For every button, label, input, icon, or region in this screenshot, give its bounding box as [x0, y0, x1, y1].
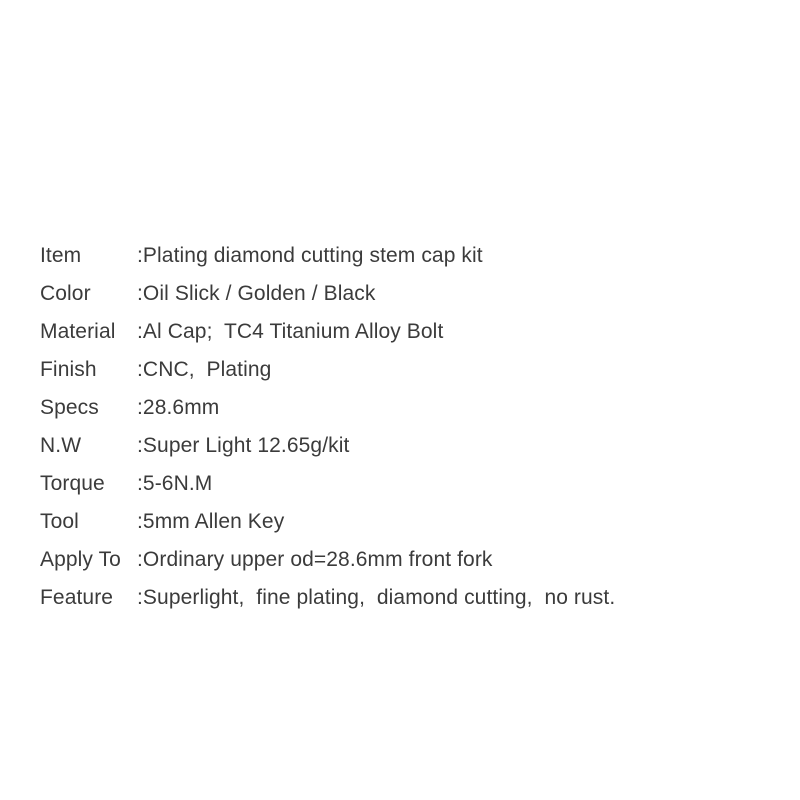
spec-row	[40, 465, 760, 503]
spec-value: :Super Light 12.65g/kit	[137, 434, 350, 457]
spec-label: Feature	[40, 586, 114, 609]
spec-label: Apply To	[40, 548, 121, 571]
spec-row	[40, 541, 760, 579]
spec-label: N.W	[40, 434, 82, 457]
spec-label: Torque	[40, 472, 105, 495]
spec-row	[40, 351, 760, 389]
spec-row	[40, 427, 760, 465]
spec-value: :CNC, Plating	[137, 358, 272, 381]
spec-row	[40, 313, 760, 351]
product-spec-list	[40, 237, 760, 617]
spec-row	[40, 275, 760, 313]
spec-value: :5-6N.M	[137, 472, 213, 495]
spec-label: Tool	[40, 510, 79, 533]
spec-label: Item	[40, 244, 82, 267]
spec-row	[40, 237, 760, 275]
spec-value: :Oil Slick / Golden / Black	[137, 282, 376, 305]
spec-value: :Plating diamond cutting stem cap kit	[137, 244, 483, 267]
spec-label: Finish	[40, 358, 97, 381]
spec-label: Color	[40, 282, 91, 305]
spec-value: :Al Cap; TC4 Titanium Alloy Bolt	[137, 320, 444, 343]
spec-value: :5mm Allen Key	[137, 510, 285, 533]
spec-row	[40, 579, 760, 617]
spec-value: :Ordinary upper od=28.6mm front fork	[137, 548, 493, 571]
spec-label: Specs	[40, 396, 99, 419]
spec-row	[40, 389, 760, 427]
spec-value: :Superlight, fine plating, diamond cutting, no rust.	[137, 586, 616, 609]
spec-row	[40, 503, 760, 541]
spec-value: :28.6mm	[137, 396, 220, 419]
spec-label: Material	[40, 320, 116, 343]
